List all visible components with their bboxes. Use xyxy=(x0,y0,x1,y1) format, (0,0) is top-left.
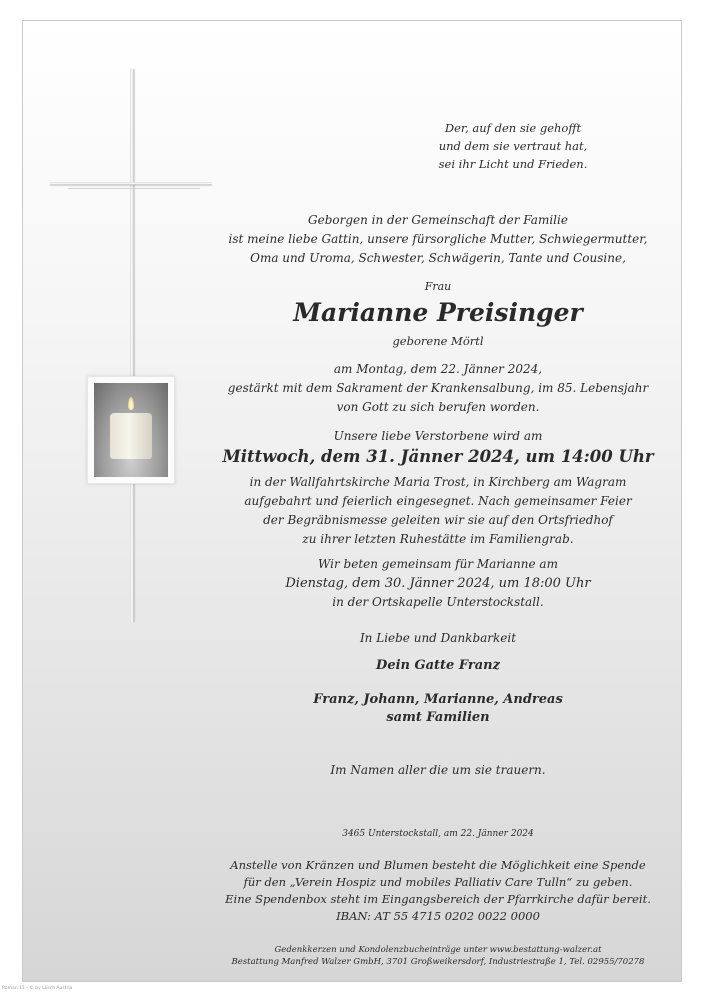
death-notice-line: von Gott zu sich berufen worden. xyxy=(336,400,540,414)
funeral-line: aufgebahrt und feierlich eingesegnet. Nach gemeinsamer Feier xyxy=(244,494,632,508)
intro-line: Geborgen in der Gemeinschaft der Familie xyxy=(308,213,568,227)
birth-name: geborene Mörtl xyxy=(392,334,484,348)
candle-photo-frame xyxy=(87,376,175,484)
salutation: Frau xyxy=(424,280,452,293)
place-date: 3465 Unterstockstall, am 22. Jänner 2024 xyxy=(342,829,534,839)
quote-line: sei ihr Licht und Frieden. xyxy=(438,157,588,171)
funeral-date-time: Mittwoch, dem 31. Jänner 2024, um 14:00 Uhr xyxy=(222,447,654,466)
prayer-line: in der Ortskapelle Unterstockstall. xyxy=(332,595,544,609)
donation-iban: IBAN: AT 55 4715 0202 0022 0000 xyxy=(336,909,540,923)
candle-icon xyxy=(110,413,152,459)
funeral-line: in der Wallfahrtskirche Maria Trost, in Kirchberg am Wagram xyxy=(249,475,627,489)
donation-line: für den „Verein Hospiz und mobiles Palliativ Care Tulln“ zu geben. xyxy=(243,875,633,889)
funeral-intro: Unsere liebe Verstorbene wird am xyxy=(333,429,543,443)
mourners-closing: Im Namen aller die um sie trauern. xyxy=(330,763,546,777)
donation-line: Eine Spendenbox steht im Eingangsbereich der Pfarrkirche dafür bereit. xyxy=(225,892,651,906)
deceased-name: Marianne Preisinger xyxy=(293,298,583,327)
candle-photo xyxy=(94,383,168,477)
imprint: Roman 11 - © by Lösch Austria xyxy=(2,986,73,991)
death-notice-line: gestärkt mit dem Sakrament der Krankensalbung, im 85. Lebensjahr xyxy=(227,381,649,395)
death-notice-block xyxy=(191,360,682,417)
mourners-spouse: Dein Gatte Franz xyxy=(376,658,500,673)
cross-shadow-line xyxy=(68,188,200,189)
intro-block xyxy=(191,211,682,268)
prayer-block xyxy=(191,555,682,612)
funeral-block xyxy=(191,473,682,549)
prayer-line: Dienstag, dem 30. Jänner 2024, um 18:00 Uhr xyxy=(285,576,591,591)
funeral-line: zu ihrer letzten Ruhestätte im Familiengrab. xyxy=(302,532,574,546)
quote-line: Der, auf den sie gehofft xyxy=(444,121,582,135)
mourners-intro: In Liebe und Dankbarkeit xyxy=(359,631,517,645)
obituary-card xyxy=(22,20,682,982)
cross-vertical-bar xyxy=(130,69,134,622)
donation-block xyxy=(191,857,682,925)
footer-line: Gedenkkerzen und Kondolenzbucheinträge unter www.bestattung-walzer.at xyxy=(274,945,602,955)
cross-horizontal-bar xyxy=(50,182,212,185)
intro-line: Oma und Uroma, Schwester, Schwägerin, Tante und Cousine, xyxy=(250,251,626,265)
mourners-families: samt Familien xyxy=(386,710,490,725)
donation-line: Anstelle von Kränzen und Blumen besteht die Möglichkeit eine Spende xyxy=(230,858,646,872)
death-notice-line: am Montag, dem 22. Jänner 2024, xyxy=(333,362,543,376)
mourners-children: Franz, Johann, Marianne, Andreas xyxy=(313,692,563,707)
quote-line: und dem sie vertraut hat, xyxy=(438,139,588,153)
prayer-line: Wir beten gemeinsam für Marianne am xyxy=(318,557,558,571)
footer-block xyxy=(191,944,682,968)
candle-flame-icon xyxy=(128,397,134,410)
footer-line: Bestattung Manfred Walzer GmbH, 3701 Großweikersdorf, Industriestraße 1, Tel. 02955/70278 xyxy=(231,957,645,967)
quote-block xyxy=(403,119,623,173)
intro-line: ist meine liebe Gattin, unsere fürsorgliche Mutter, Schwiegermutter, xyxy=(228,232,648,246)
funeral-line: der Begräbnismesse geleiten wir sie auf den Ortsfriedhof xyxy=(263,513,613,527)
